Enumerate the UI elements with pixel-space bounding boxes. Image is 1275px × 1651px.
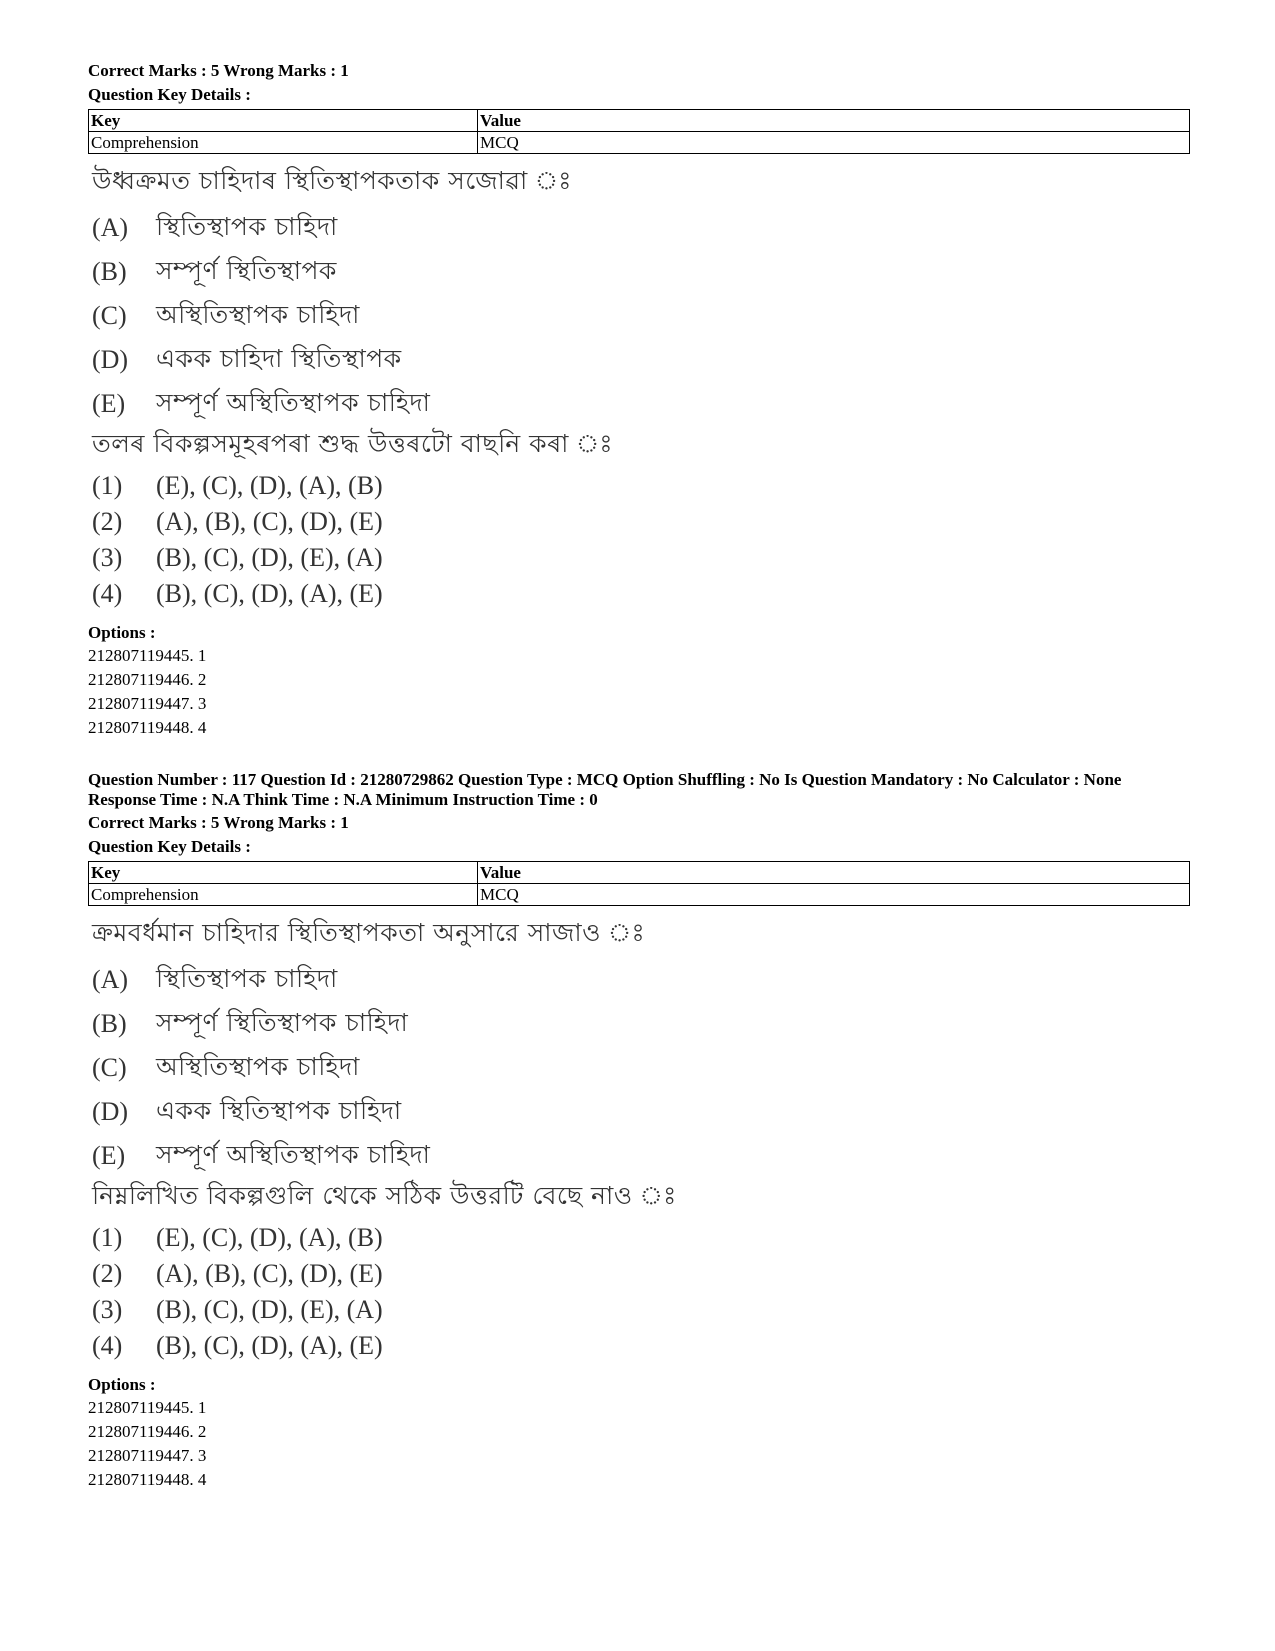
answer-text: (E), (C), (D), (A), (B) bbox=[156, 471, 383, 500]
options-label: Options : bbox=[88, 1375, 156, 1394]
question-separator bbox=[88, 740, 1190, 770]
list-item bbox=[92, 958, 1190, 1002]
answer-label: (2) bbox=[92, 507, 123, 536]
table-header-value: Value bbox=[478, 862, 1190, 884]
document-page bbox=[88, 58, 1190, 1492]
answer-choice bbox=[92, 1220, 1190, 1256]
item-text: একক চাহিদা স্থিতিস্থাপক bbox=[156, 343, 402, 373]
table-cell-key: Comprehension bbox=[89, 884, 478, 906]
question-meta-line-1: Question Number : 117 Question Id : 21280729862 Question Type : MCQ Option Shuffling : No Is Question Mandatory : No Calculator : None bbox=[88, 770, 1122, 789]
answer-choice bbox=[92, 540, 1190, 576]
list-item bbox=[92, 382, 1190, 426]
question-instruction: নিম্নলিখিত বিকল্পগুলি থেকে সঠিক উত্তরটি বেছে নাও ঃ bbox=[92, 1181, 677, 1210]
table-cell-value: MCQ bbox=[478, 132, 1190, 154]
answer-label: (2) bbox=[92, 1259, 123, 1288]
item-text: স্থিতিস্থাপক চাহিদা bbox=[156, 211, 338, 241]
question-stem: উধ্বক্ৰমত চাহিদাৰ স্থিতিস্থাপকতাক সজোৱা ঃ bbox=[92, 166, 572, 195]
table-cell-value: MCQ bbox=[478, 884, 1190, 906]
list-item bbox=[92, 1002, 1190, 1046]
item-label: (E) bbox=[92, 389, 126, 418]
answer-choice bbox=[92, 1256, 1190, 1292]
list-item bbox=[92, 1090, 1190, 1134]
answer-label: (3) bbox=[92, 1295, 123, 1324]
item-label: (D) bbox=[92, 1097, 129, 1126]
answer-choice bbox=[92, 504, 1190, 540]
table-row bbox=[89, 884, 1190, 906]
question-instruction: তলৰ বিকল্পসমূহৰপৰা শুদ্ধ উত্তৰটো বাছনি কৰা ঃ bbox=[92, 429, 614, 458]
item-label: (B) bbox=[92, 257, 127, 286]
answer-choice bbox=[92, 1292, 1190, 1328]
option-item: 212807119445. 1 bbox=[88, 1398, 207, 1417]
item-text: সম্পূৰ্ণ অস্থিতিস্থাপক চাহিদা bbox=[156, 387, 431, 417]
option-item: 212807119446. 2 bbox=[88, 1422, 207, 1441]
item-label: (A) bbox=[92, 213, 129, 242]
item-label: (A) bbox=[92, 965, 129, 994]
option-item: 212807119448. 4 bbox=[88, 1470, 207, 1489]
key-details-table bbox=[88, 861, 1190, 906]
list-item bbox=[92, 294, 1190, 338]
option-item: 212807119446. 2 bbox=[88, 670, 207, 689]
item-label: (C) bbox=[92, 1053, 127, 1082]
answer-choice bbox=[92, 1328, 1190, 1364]
answer-text: (B), (C), (D), (E), (A) bbox=[156, 543, 383, 572]
answer-choice bbox=[92, 576, 1190, 612]
option-item: 212807119448. 4 bbox=[88, 718, 207, 737]
answer-text: (B), (C), (D), (A), (E) bbox=[156, 579, 383, 608]
list-item bbox=[92, 1046, 1190, 1090]
list-item bbox=[92, 250, 1190, 294]
table-header-key: Key bbox=[89, 110, 478, 132]
question-block-1 bbox=[88, 60, 1190, 740]
list-item bbox=[92, 338, 1190, 382]
option-item: 212807119447. 3 bbox=[88, 1446, 207, 1465]
table-header-key: Key bbox=[89, 862, 478, 884]
item-label: (C) bbox=[92, 301, 127, 330]
item-text: অস্থিতিস্থাপক চাহিদা bbox=[156, 299, 360, 329]
question-block-2 bbox=[88, 770, 1190, 1492]
item-text: অস্থিতিস্থাপক চাহিদা bbox=[156, 1051, 360, 1081]
question-stem: ক্রমবর্ধমান চাহিদার স্থিতিস্থাপকতা অনুসারে সাজাও ঃ bbox=[92, 918, 646, 947]
answer-label: (4) bbox=[92, 579, 123, 608]
item-label: (B) bbox=[92, 1009, 127, 1038]
answer-text: (A), (B), (C), (D), (E) bbox=[156, 507, 383, 536]
answer-text: (E), (C), (D), (A), (B) bbox=[156, 1223, 383, 1252]
item-text: সম্পূর্ণ স্থিতিস্থাপক চাহিদা bbox=[156, 1007, 409, 1037]
list-item bbox=[92, 1134, 1190, 1178]
answer-label: (4) bbox=[92, 1331, 123, 1360]
key-details-label: Question Key Details : bbox=[88, 837, 251, 856]
answer-label: (1) bbox=[92, 471, 123, 500]
table-cell-key: Comprehension bbox=[89, 132, 478, 154]
item-label: (D) bbox=[92, 345, 129, 374]
question-image bbox=[92, 916, 1190, 1364]
marks-line: Correct Marks : 5 Wrong Marks : 1 bbox=[88, 813, 349, 832]
answer-text: (A), (B), (C), (D), (E) bbox=[156, 1259, 383, 1288]
key-details-label: Question Key Details : bbox=[88, 85, 251, 104]
item-text: সম্পূর্ণ অস্থিতিস্থাপক চাহিদা bbox=[156, 1139, 431, 1169]
table-row bbox=[89, 132, 1190, 154]
table-header-value: Value bbox=[478, 110, 1190, 132]
answer-text: (B), (C), (D), (A), (E) bbox=[156, 1331, 383, 1360]
table-header-row bbox=[89, 862, 1190, 884]
table-header-row bbox=[89, 110, 1190, 132]
answer-choice bbox=[92, 468, 1190, 504]
item-text: স্থিতিস্থাপক চাহিদা bbox=[156, 963, 338, 993]
key-details-table bbox=[88, 109, 1190, 154]
item-text: একক স্থিতিস্থাপক চাহিদা bbox=[156, 1095, 402, 1125]
question-meta-line-2: Response Time : N.A Think Time : N.A Minimum Instruction Time : 0 bbox=[88, 790, 598, 809]
options-label: Options : bbox=[88, 623, 156, 642]
option-item: 212807119447. 3 bbox=[88, 694, 207, 713]
option-item: 212807119445. 1 bbox=[88, 646, 207, 665]
answer-text: (B), (C), (D), (E), (A) bbox=[156, 1295, 383, 1324]
answer-label: (1) bbox=[92, 1223, 123, 1252]
marks-line: Correct Marks : 5 Wrong Marks : 1 bbox=[88, 61, 349, 80]
answer-label: (3) bbox=[92, 543, 123, 572]
list-item bbox=[92, 206, 1190, 250]
question-image bbox=[92, 164, 1190, 612]
item-text: সম্পূৰ্ণ স্থিতিস্থাপক bbox=[156, 255, 337, 285]
item-label: (E) bbox=[92, 1141, 126, 1170]
